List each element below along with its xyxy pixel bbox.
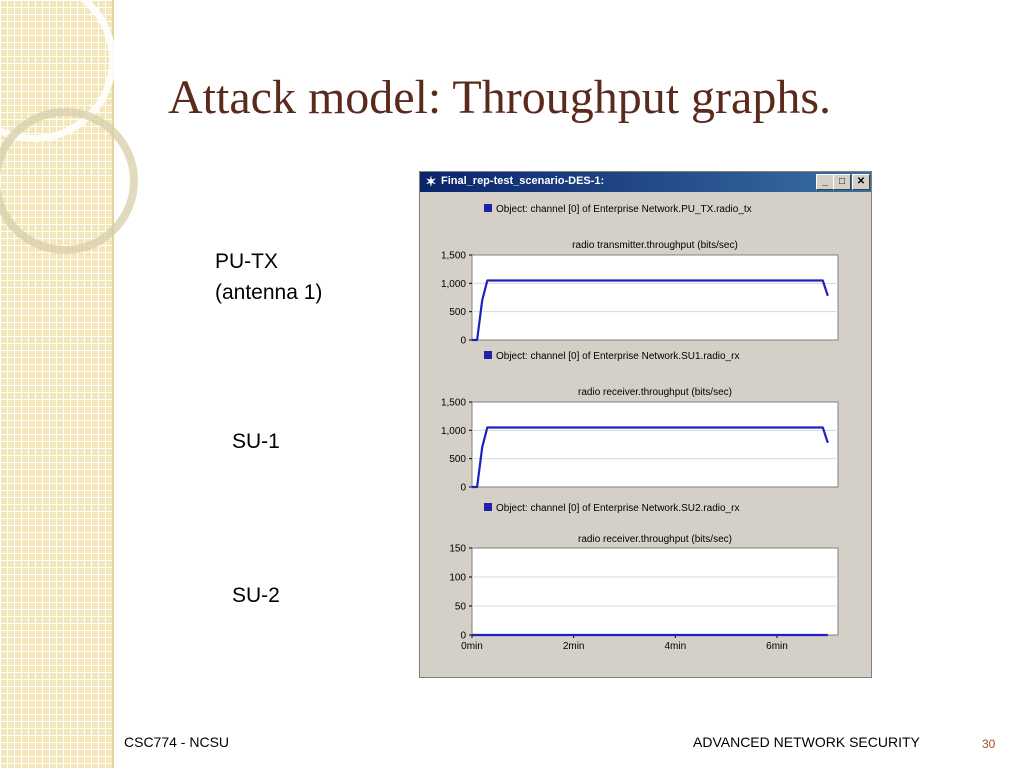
chart-title: radio receiver.throughput (bits/sec) bbox=[578, 387, 732, 398]
y-tick-label: 150 bbox=[449, 543, 466, 555]
close-button[interactable]: ✕ bbox=[852, 174, 870, 190]
y-tick-label: 0 bbox=[460, 482, 466, 494]
su1-label: SU-1 bbox=[232, 430, 280, 453]
y-tick-label: 500 bbox=[449, 307, 466, 319]
decorative-strip bbox=[0, 0, 112, 768]
legend-marker bbox=[484, 503, 492, 511]
throughput-charts bbox=[420, 192, 871, 677]
x-tick-label: 2min bbox=[562, 641, 585, 652]
su2-label: SU-2 bbox=[232, 584, 280, 607]
footer-course: CSC774 - NCSU bbox=[124, 734, 230, 750]
chart-title: radio transmitter.throughput (bits/sec) bbox=[572, 240, 738, 251]
legend-label: Object: channel [0] of Enterprise Network.SU1.radio_rx bbox=[496, 351, 740, 362]
x-tick-label: 4min bbox=[664, 641, 687, 652]
pu-tx-label bbox=[215, 246, 322, 308]
page-number: 30 bbox=[982, 737, 996, 751]
legend-marker bbox=[484, 204, 492, 212]
plot-area bbox=[472, 402, 838, 487]
pu-tx-label-line2: (antenna 1) bbox=[215, 281, 323, 304]
y-tick-label: 0 bbox=[460, 335, 466, 347]
graph-window[interactable] bbox=[419, 171, 872, 678]
y-tick-label: 1,000 bbox=[440, 278, 466, 290]
y-tick-label: 1,500 bbox=[440, 397, 466, 409]
y-tick-label: 100 bbox=[449, 572, 466, 584]
x-tick-label: 0min bbox=[461, 641, 483, 652]
y-tick-label: 500 bbox=[449, 454, 466, 466]
slide-title: Attack model: Throughput graphs. bbox=[168, 71, 831, 124]
y-tick-label: 50 bbox=[454, 601, 466, 613]
footer-course-title: ADVANCED NETWORK SECURITY bbox=[693, 734, 920, 750]
minimize-button[interactable]: _ bbox=[816, 174, 834, 190]
maximize-button[interactable]: □ bbox=[833, 174, 851, 190]
plot-area bbox=[472, 548, 838, 635]
legend-label: Object: channel [0] of Enterprise Network.PU_TX.radio_tx bbox=[496, 204, 752, 215]
legend-marker bbox=[484, 351, 492, 359]
window-title: Final_rep-test_scenario-DES-1: bbox=[441, 175, 605, 187]
legend-label: Object: channel [0] of Enterprise Network.SU2.radio_rx bbox=[496, 503, 740, 514]
strip-edge bbox=[112, 0, 114, 768]
plot-area bbox=[472, 255, 838, 340]
y-tick-label: 1,500 bbox=[440, 250, 466, 262]
x-tick-label: 6min bbox=[766, 641, 788, 652]
y-tick-label: 1,000 bbox=[440, 425, 466, 437]
star-app-icon[interactable]: ✶ bbox=[425, 174, 437, 189]
window-titlebar[interactable] bbox=[420, 172, 871, 192]
y-tick-label: 0 bbox=[460, 630, 466, 642]
chart-title: radio receiver.throughput (bits/sec) bbox=[578, 534, 732, 545]
pu-tx-label-line1: PU-TX bbox=[215, 250, 278, 273]
